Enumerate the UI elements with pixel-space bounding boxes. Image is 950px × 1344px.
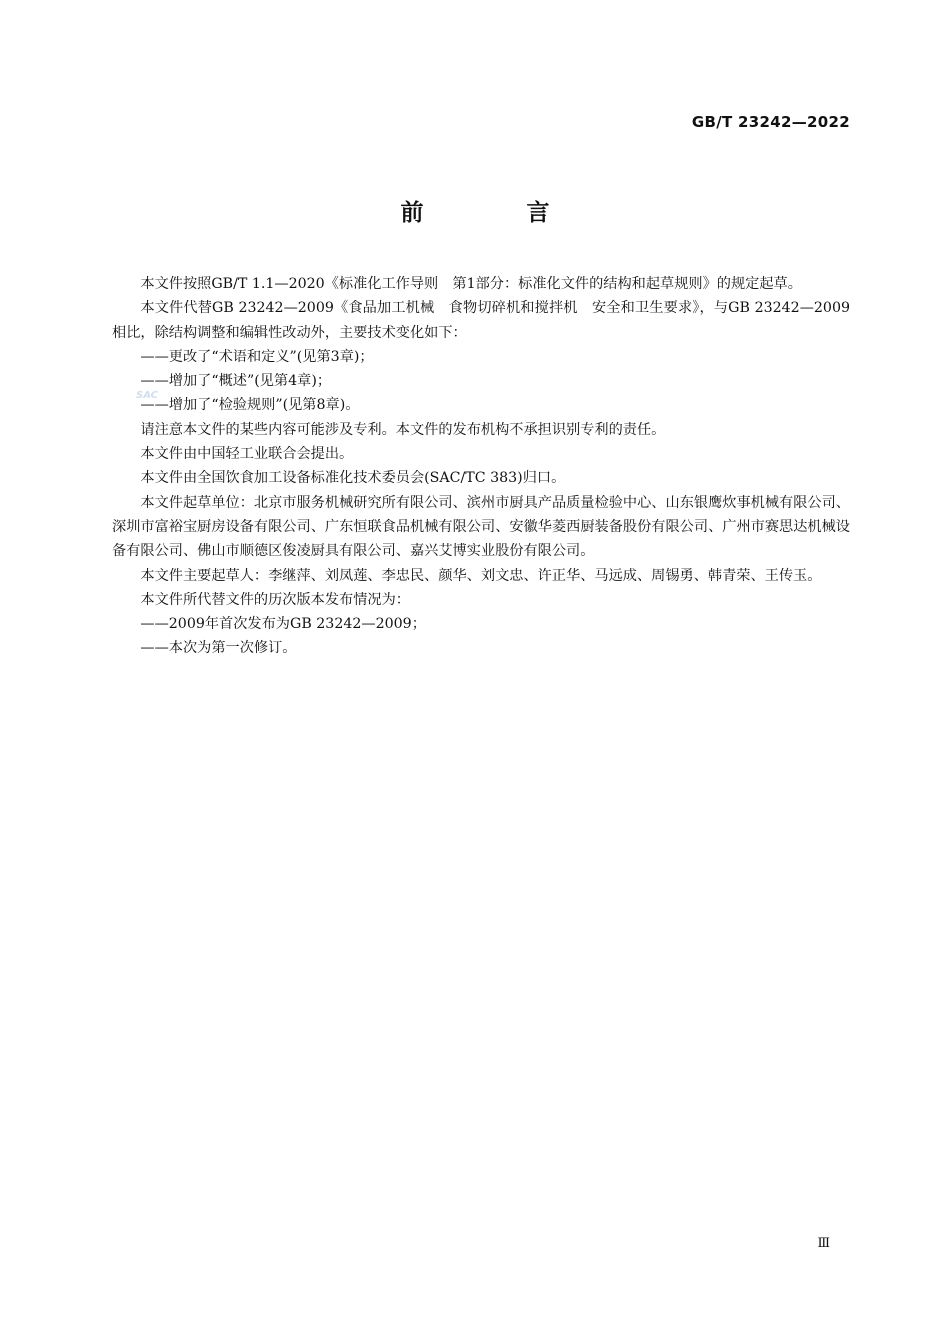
- list-item: ——增加了“概述”(见第4章)；: [140, 373, 332, 390]
- sac-watermark-logo: SAC: [136, 390, 158, 401]
- paragraph: 本文件所代替文件的历次版本发布情况为：: [140, 591, 410, 608]
- page-number: Ⅲ: [817, 1236, 830, 1251]
- paragraph: 本文件由中国轻工业联合会提出。: [140, 446, 354, 463]
- list-item: ——更改了“术语和定义”(见第3章)；: [140, 348, 374, 365]
- paragraph: 本文件代替GB 23242—2009《食品加工机械 食物切碎机和搅拌机 安全和卫生要求》，与GB 23242—2009相比，除结构调整和编辑性改动外，主要技术变化如下：: [112, 300, 850, 341]
- paragraph: 请注意本文件的某些内容可能涉及专利。本文件的发布机构不承担识别专利的责任。: [140, 421, 666, 438]
- foreword-body: [112, 272, 850, 661]
- page-title: 前 言: [400, 200, 590, 226]
- list-item: ——2009年首次发布为GB 23242—2009；: [140, 616, 426, 633]
- paragraph: 本文件起草单位：北京市服务机械研究所有限公司、滨州市厨具产品质量检验中心、山东银鹰炊事机械有限公司、深圳市富裕宝厨房设备有限公司、广东恒联食品机械有限公司、安徽华菱西厨装备股份有限公司、广州市赛思达机械设备有限公司、佛山市顺德区俊凌厨具有限公司、嘉兴艾博实业股份有限公司。: [112, 494, 850, 560]
- paragraph: 本文件按照GB/T 1.1—2020《标准化工作导则 第1部分：标准化文件的结构和起草规则》的规定起草。: [140, 276, 802, 292]
- list-item: ——增加了“检验规则”(见第8章)。: [140, 397, 360, 414]
- paragraph: 本文件主要起草人：李继萍、刘凤莲、李忠民、颜华、刘文忠、许正华、马远成、周锡勇、韩青荣、王传玉。: [140, 567, 822, 584]
- paragraph: 本文件由全国饮食加工设备标准化技术委员会(SAC/TC 383)归口。: [140, 470, 566, 487]
- standard-code: GB/T 23242—2022: [691, 113, 850, 131]
- list-item: ——本次为第一次修订。: [140, 640, 297, 657]
